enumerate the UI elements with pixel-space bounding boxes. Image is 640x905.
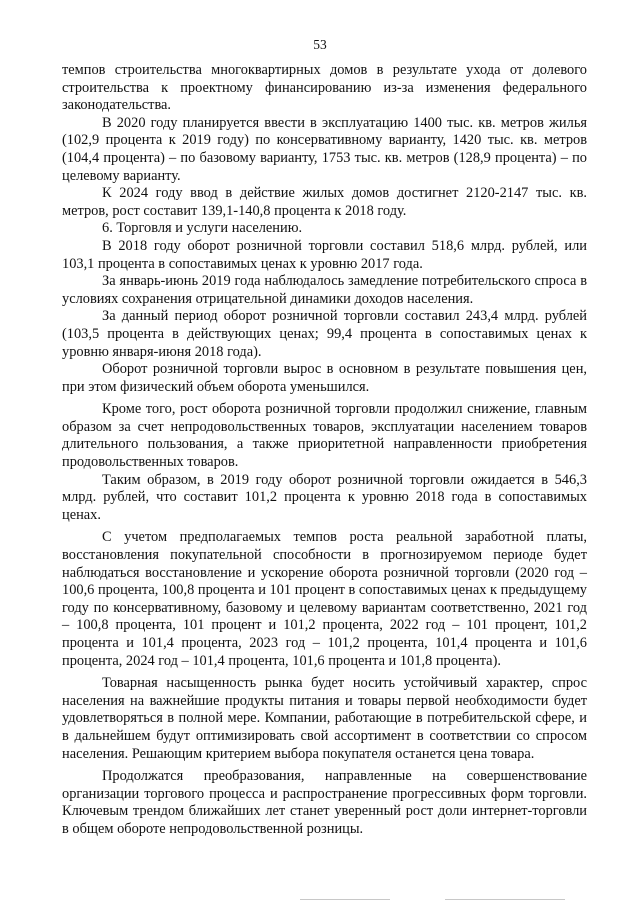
scan-artifact-line xyxy=(300,899,390,900)
page-number: 53 xyxy=(313,37,327,52)
paragraph-trade-transformation: Продолжатся преобразования, направленные на совершенствование организации торгового процесса и распространение прогрессивных форм торговли. Ключевым трендом ближайших лет станет уверенный рост доли интернет-торговли в общем обороте непродовольственной розницы. xyxy=(62,768,587,837)
paragraph-retail-2020-2024: С учетом предполагаемых темпов роста реальной заработной платы, восстановления покупательной способности в прогнозируемом периоде будет наблюдаться восстановление и ускорение оборота розничной торговли (2020 год – 100,6 процента, 100,8 процента и 101 процент в сопоставимых ценах к предыдущему году по консервативному, базовому и целевому вариантам соответственно, 2021 год – 100,8 процента, 101 процент и 101,2 процента, 2022 год – 101 процент, 101,2 процента и 101,4 процента, 2023 год – 101,2 процента, 101,4 процента и 101,6 процента, 2024 год – 101,4 процента, 101,6 процента и 101,8 процента). xyxy=(62,529,587,669)
paragraph-housing-2020: В 2020 году планируется ввести в эксплуатацию 1400 тыс. кв. метров жилья (102,9 процента к 2019 году) по консервативному варианту, 1420 тыс. кв. метров (104,4 процента) – по базовому варианту, 1753 тыс. кв. метров (128,9 процента) – по целевому варианту. xyxy=(62,114,587,184)
paragraph-demand-slowdown: За январь-июнь 2019 года наблюдалось замедление потребительского спроса в условиях сохранения отрицательной динамики доходов населения. xyxy=(62,273,587,307)
paragraph-price-growth: Оборот розничной торговли вырос в основном в результате повышения цен, при этом физический объем оборота уменьшился. xyxy=(62,361,587,395)
paragraph-housing-2024: К 2024 году ввод в действие жилых домов достигнет 2120-2147 тыс. кв. метров, рост составит 139,1-140,8 процента к 2018 году. xyxy=(62,185,587,219)
document-body xyxy=(62,62,587,839)
section-heading-trade: 6. Торговля и услуги населению. xyxy=(102,220,303,237)
paragraph-housing-continuation: темпов строительства многоквартирных домов в результате ухода от долевого строительства к проектному финансированию из-за изменения федерального законодательства. xyxy=(62,62,587,114)
paragraph-market-saturation: Товарная насыщенность рынка будет носить устойчивый характер, спрос населения на важнейшие продукты питания и товары первой необходимости будет удовлетворяться в полной мере. Компании, работающие в потребительской сфере, и в дальнейшем будут оптимизировать свой ассортимент в соответствии со спросом населения. Решающим критерием выбора покупателя останется цена товара. xyxy=(62,675,587,762)
paragraph-nonfood-decline: Кроме того, рост оборота розничной торговли продолжил снижение, главным образом за счет непродовольственных товаров, эксплуатации населением товаров длительного пользования, а также приоритетной направленности приобретения продовольственных товаров. xyxy=(62,401,587,471)
paragraph-retail-2018: В 2018 году оборот розничной торговли составил 518,6 млрд. рублей, или 103,1 процента в сопоставимых ценах к уровню 2017 года. xyxy=(62,237,587,272)
paragraph-retail-2019-forecast: Таким образом, в 2019 году оборот розничной торговли ожидается в 546,3 млрд. рублей, что составит 101,2 процента к уровню 2018 года в сопоставимых ценах. xyxy=(62,471,587,523)
paragraph-retail-h1-2019: За данный период оборот розничной торговли составил 243,4 млрд. рублей (103,5 процента в действующих ценах; 99,4 процента в сопоставимых ценах к уровню января-июня 2018 года). xyxy=(62,308,587,360)
scan-artifact-line xyxy=(445,899,565,900)
